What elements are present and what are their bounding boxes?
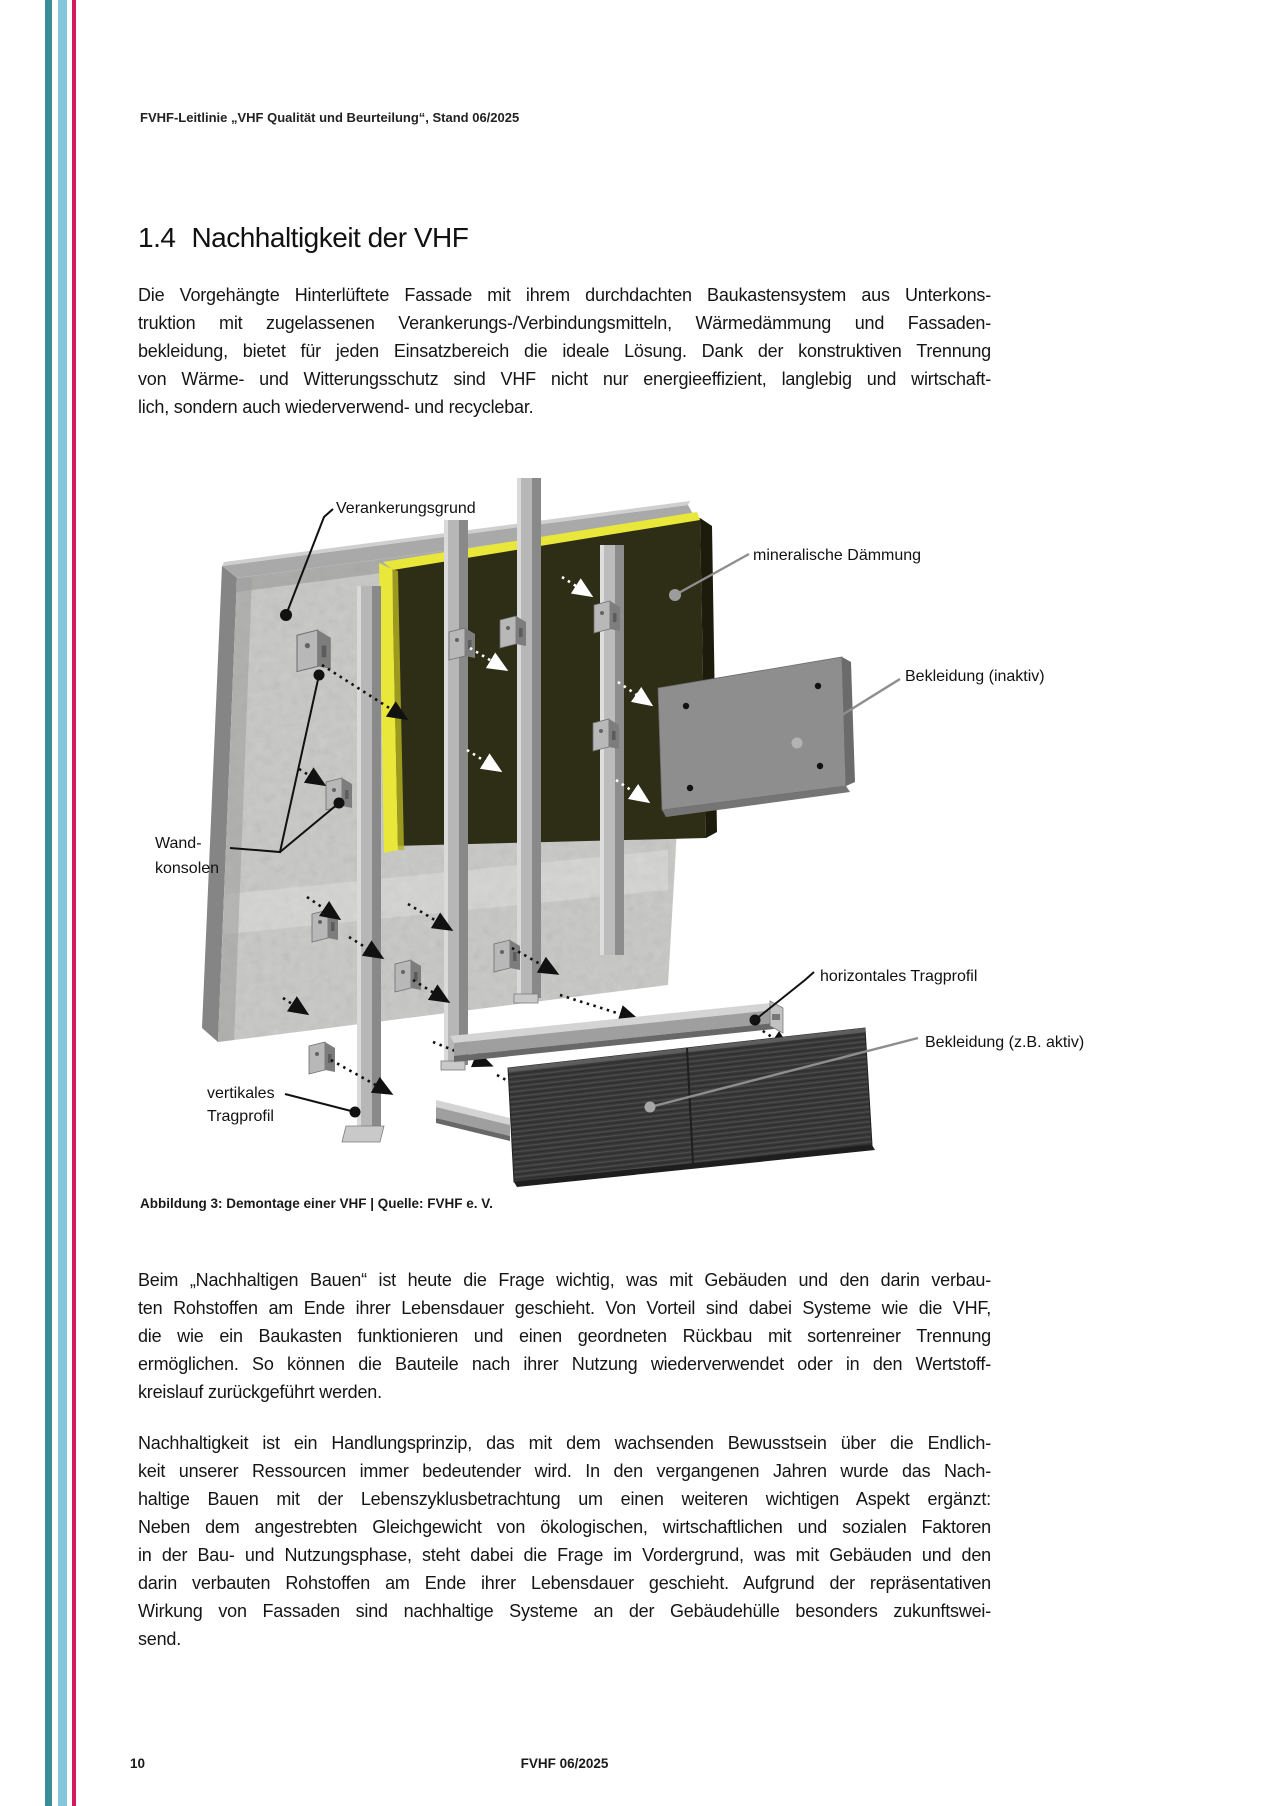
label-mineralische-daemmung: mineralische Dämmung bbox=[753, 547, 922, 564]
text-line: ermöglichen. So können die Bauteile nach ihrer Nutzung wiederverwendet oder in den Wertstoff- bbox=[138, 1354, 991, 1374]
text-line: Nachhaltigkeit ist ein Handlungsprinzip, das mit dem wachsenden Bewusstsein über die Endlich- bbox=[138, 1433, 991, 1453]
label-wandkonsolen-line1: Wand- bbox=[155, 835, 202, 852]
section-number: 1.4 bbox=[138, 222, 176, 253]
text-line: von Wärme- und Witterungsschutz sind VHF nicht nur energieeffizient, langlebig und wirtschaft- bbox=[138, 369, 991, 389]
wall-bracket bbox=[312, 910, 338, 942]
page-number: 10 bbox=[130, 1756, 146, 1771]
label-vertikales-tragprofil-line1: vertikales bbox=[207, 1085, 275, 1102]
wall-bracket bbox=[449, 628, 475, 660]
label-vertikales-tragprofil-line2: Tragprofil bbox=[207, 1108, 274, 1125]
wall-bracket bbox=[309, 1042, 335, 1074]
wall-bracket bbox=[594, 601, 620, 633]
text-line: darin verbauten Rohstoffen am Ende ihrer Lebensdauer geschieht. Aufgrund der repräsentativen bbox=[138, 1573, 991, 1593]
text-line: bekleidung, bietet für jeden Einsatzbereich die ideale Lösung. Dank der konstruktiven Trennung bbox=[138, 341, 991, 361]
horizontal-rail-lower bbox=[436, 1100, 510, 1141]
paragraph-2 bbox=[138, 1266, 991, 1406]
text-line: haltige Bauen mit der Lebenszyklusbetrachtung um einen weiteren wichtigen Aspekt ergänzt: bbox=[138, 1489, 991, 1509]
label-horizontales-tragprofil: horizontales Tragprofil bbox=[820, 968, 978, 985]
text-line: Wirkung von Fassaden sind nachhaltige Systeme an der Gebäudehülle besonders zukunftswei- bbox=[138, 1601, 991, 1621]
text-line: send. bbox=[138, 1629, 182, 1649]
facade-exploded-diagram bbox=[0, 420, 1280, 1195]
text-line: truktion mit zugelassenen Verankerungs-/Verbindungsmitteln, Wärmedämmung und Fassaden- bbox=[138, 313, 991, 333]
page-header: FVHF-Leitlinie „VHF Qualität und Beurteilung“, Stand 06/2025 bbox=[140, 110, 520, 125]
text-line: keit unserer Ressourcen immer bedeutender wird. In den vergangenen Jahren wurde das Nach- bbox=[138, 1461, 991, 1481]
label-wandkonsolen-line2: konsolen bbox=[155, 860, 220, 877]
label-bekleidung-inaktiv: Bekleidung (inaktiv) bbox=[905, 668, 1045, 685]
figure-caption: Abbildung 3: Demontage einer VHF | Quelle: FVHF e. V. bbox=[140, 1196, 493, 1211]
wall-bracket bbox=[500, 616, 526, 648]
label-verankerungsgrund: Verankerungsgrund bbox=[336, 500, 476, 517]
text-line: die wie ein Baukasten funktionieren und einen geordneten Rückbau mit sortenreiner Trennung bbox=[138, 1326, 991, 1346]
section-title-text: Nachhaltigkeit der VHF bbox=[191, 222, 469, 253]
paragraph-3 bbox=[138, 1429, 991, 1653]
text-line: Neben dem angestrebten Gleichgewicht von ökologischen, wirtschaftlichen und sozialen Faktoren bbox=[138, 1517, 991, 1537]
section-title bbox=[138, 222, 468, 254]
label-bekleidung-aktiv: Bekleidung (z.B. aktiv) bbox=[925, 1034, 1085, 1051]
text-line: lich, sondern auch wiederverwend- und recyclebar. bbox=[138, 397, 534, 417]
wall-bracket bbox=[494, 940, 520, 972]
text-line: ten Rohstoffen am Ende ihrer Lebensdauer geschieht. Von Vorteil sind dabei Systeme wie die VHF, bbox=[138, 1298, 991, 1318]
text-line: in der Bau- und Nutzungsphase, steht dabei die Frage im Vordergrund, was mit Gebäuden und den bbox=[138, 1545, 991, 1565]
paragraph-1 bbox=[138, 281, 991, 421]
wall-bracket bbox=[395, 960, 421, 992]
footer-text: FVHF 06/2025 bbox=[520, 1756, 609, 1771]
vertical-profile-c bbox=[514, 478, 541, 1003]
wall-bracket bbox=[297, 630, 331, 672]
text-line: Die Vorgehängte Hinterlüftete Fassade mit ihrem durchdachten Baukastensystem aus Unterkons- bbox=[138, 285, 991, 305]
text-line: kreislauf zurückgeführt werden. bbox=[138, 1382, 382, 1402]
vertical-profile-b bbox=[441, 520, 468, 1070]
text-line: Beim „Nachhaltigen Bauen“ ist heute die Frage wichtig, was mit Gebäuden und den darin verbau- bbox=[138, 1270, 991, 1290]
wall-bracket bbox=[593, 719, 619, 751]
cladding-panel-active bbox=[508, 1028, 875, 1187]
